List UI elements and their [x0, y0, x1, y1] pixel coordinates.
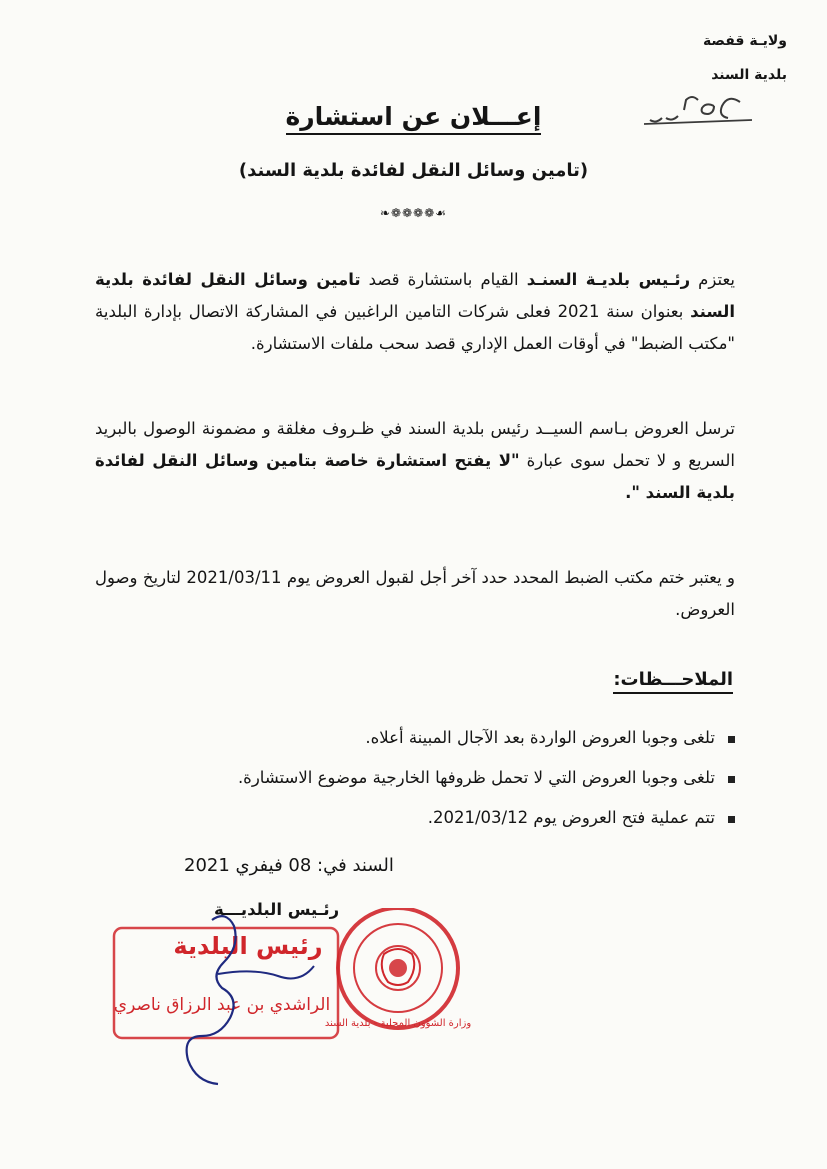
municipality-label: بلدية السند — [711, 67, 787, 83]
page-title: إعـــلان عن استشارة — [0, 102, 827, 131]
issuer-header — [703, 24, 787, 92]
stamp-name: الراشدي بن عبد الرزاق ناصري — [113, 995, 331, 1015]
governorate-label: ولايـة قفصة — [702, 33, 787, 49]
signature-stamp-area — [108, 908, 478, 1088]
signer-title: رئـيس البلديـــة — [214, 900, 340, 919]
official-stamp — [114, 928, 338, 1038]
paragraph-1: يعتزم رئـيس بلديـة السنـد القيام باستشارة قصد تامين وسائل النقل لفائدة بلدية السند بعنوان سنة 2021 فعلى شركات التامين الراغبين في المشاركة الاتصال بإدارة البلدية "مكتب الضبط" في أوقات العمل الإداري قصد سحب ملفات الاستشارة. — [95, 270, 735, 353]
paragraph-2: ترسل العروض بـاسم السيــد رئيس بلدية السند في ظـروف مغلقة و مضمونة الوصول بالبريد السريع و لا تحمل سوى عبارة "لا يفتح استشارة خاصة بتامين وسائل النقل لفائدة بلدية السند ". — [95, 419, 735, 502]
ornament-divider: ❧❁❁❁❁☙ — [379, 206, 448, 220]
round-seal — [325, 908, 472, 1029]
list-item: تلغى وجوبا العروض التي لا تحمل ظروفها الخارجية موضوع الاستشارة. — [95, 758, 735, 798]
notes-heading: الملاحـــظات: — [613, 669, 733, 690]
place-date: السند في: 08 فيفري 2021 — [184, 855, 394, 876]
paragraph-3: و يعتبر ختم مكتب الضبط المحدد حدد آخر أجل لقبول العروض يوم 2021/03/11 لتاريخ وصول العروض. — [95, 568, 735, 619]
stamp-title: رئيس البلدية — [173, 932, 323, 960]
seal-text: وزارة الشؤون المحلية - بلدية السند — [324, 1018, 472, 1029]
page-subtitle: (تامين وسائل النقل لفائدة بلدية السند) — [238, 160, 589, 181]
notes-list — [95, 718, 735, 838]
list-item: تلغى وجوبا العروض الواردة بعد الآجال المبينة أعلاه. — [95, 718, 735, 758]
list-item: تتم عملية فتح العروض يوم 2021/03/12. — [95, 798, 735, 838]
